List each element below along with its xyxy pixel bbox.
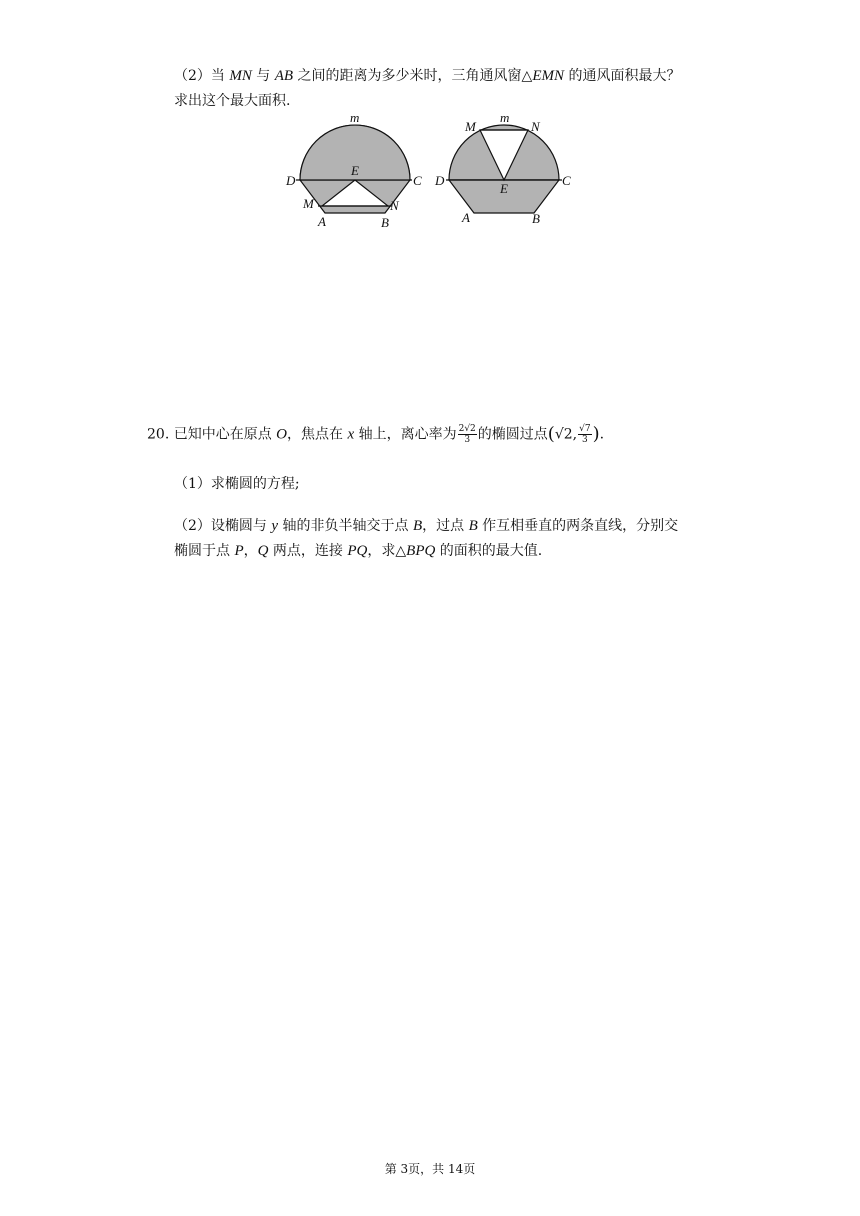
q19-text-4: 的通风面积最大？ [564, 68, 681, 84]
label-C-right: C [562, 173, 571, 188]
triangle-symbol-2: △ [395, 543, 407, 559]
q20-text-1: 已知中心在原点 [173, 426, 277, 443]
label-m-right: m [500, 110, 510, 125]
label-C-left: C [413, 173, 422, 188]
var-PQ: PQ [347, 543, 368, 559]
point-y-denominator: 3 [581, 435, 588, 445]
var-B-2: B [468, 518, 478, 534]
q20-text-3: 轴上，离心率为 [354, 426, 457, 443]
q20-p2-line2-c: 两点，连接 [268, 543, 348, 559]
q20-part2-line2 [174, 541, 542, 561]
var-BPQ: BPQ [406, 543, 436, 559]
var-y: y [271, 518, 279, 534]
q19-text-2: 与 [251, 68, 275, 84]
point-y-fraction [578, 424, 591, 445]
left-figure [285, 110, 422, 230]
q19-text-3: 之间的距离为多少米时，三角通风窗 [293, 68, 522, 84]
q20-line1 [147, 424, 604, 445]
label-B-right: B [532, 211, 540, 226]
label-A-right: A [462, 210, 470, 225]
point-open-paren: ( [547, 423, 555, 445]
var-AB: AB [274, 68, 294, 84]
q20-p2-line2-d: ，求 [367, 543, 396, 559]
point-close-paren: ) [592, 423, 600, 445]
point-x: √2, [554, 426, 578, 443]
var-B-1: B [412, 518, 423, 534]
label-D-left: D [286, 173, 296, 188]
label-M-left: M [303, 196, 314, 211]
q20-p2-text-b: 轴的非负半轴交于点 [278, 518, 413, 534]
q20-p2-line2-a: 椭圆于点 [174, 543, 235, 559]
triangle-symbol: △ [521, 68, 533, 84]
q19-part2-line2: 求出这个最大面积. [174, 93, 291, 109]
var-MN: MN [229, 68, 252, 84]
right-figure [434, 110, 571, 226]
var-EMN: EMN [532, 68, 564, 84]
label-M-right: M [465, 119, 476, 134]
var-x: x [347, 426, 355, 443]
q20-text-4: 的椭圆过点 [477, 426, 548, 443]
var-Q: Q [257, 543, 269, 559]
ecc-numerator: 2√2 [458, 424, 476, 434]
label-A-left: A [318, 214, 326, 229]
label-D-right: D [435, 173, 445, 188]
q20-p2-text-a: （2）设椭圆与 [174, 518, 272, 534]
q20-number: 20. [147, 426, 170, 443]
page-footer: 第 3页，共 14页 [384, 1162, 476, 1176]
q20-p2-line2-b: ， [243, 543, 258, 559]
var-P: P [234, 543, 244, 559]
q20-period: . [599, 426, 605, 443]
label-E-left: E [351, 163, 359, 178]
label-E-right: E [500, 181, 508, 196]
var-O: O [276, 426, 288, 443]
label-m-left: m [350, 110, 360, 125]
q19-text-1: （2）当 [174, 68, 230, 84]
eccentricity-fraction [458, 424, 477, 445]
q20-part2-line1 [174, 516, 678, 536]
ecc-denominator: 3 [464, 435, 471, 445]
q20-p2-text-c: ，过点 [422, 518, 469, 534]
q20-p2-line2-e: 的面积的最大值. [435, 543, 543, 559]
q20-p2-text-d: 作互相垂直的两条直线，分别交 [477, 518, 679, 534]
q20-part1: （1）求椭圆的方程; [174, 476, 300, 492]
point-y-numerator: √7 [579, 424, 591, 434]
window-figures [0, 0, 860, 240]
label-N-left: N [390, 198, 399, 213]
label-N-right: N [531, 119, 540, 134]
q20-text-2: ，焦点在 [287, 426, 348, 443]
label-B-left: B [381, 215, 389, 230]
